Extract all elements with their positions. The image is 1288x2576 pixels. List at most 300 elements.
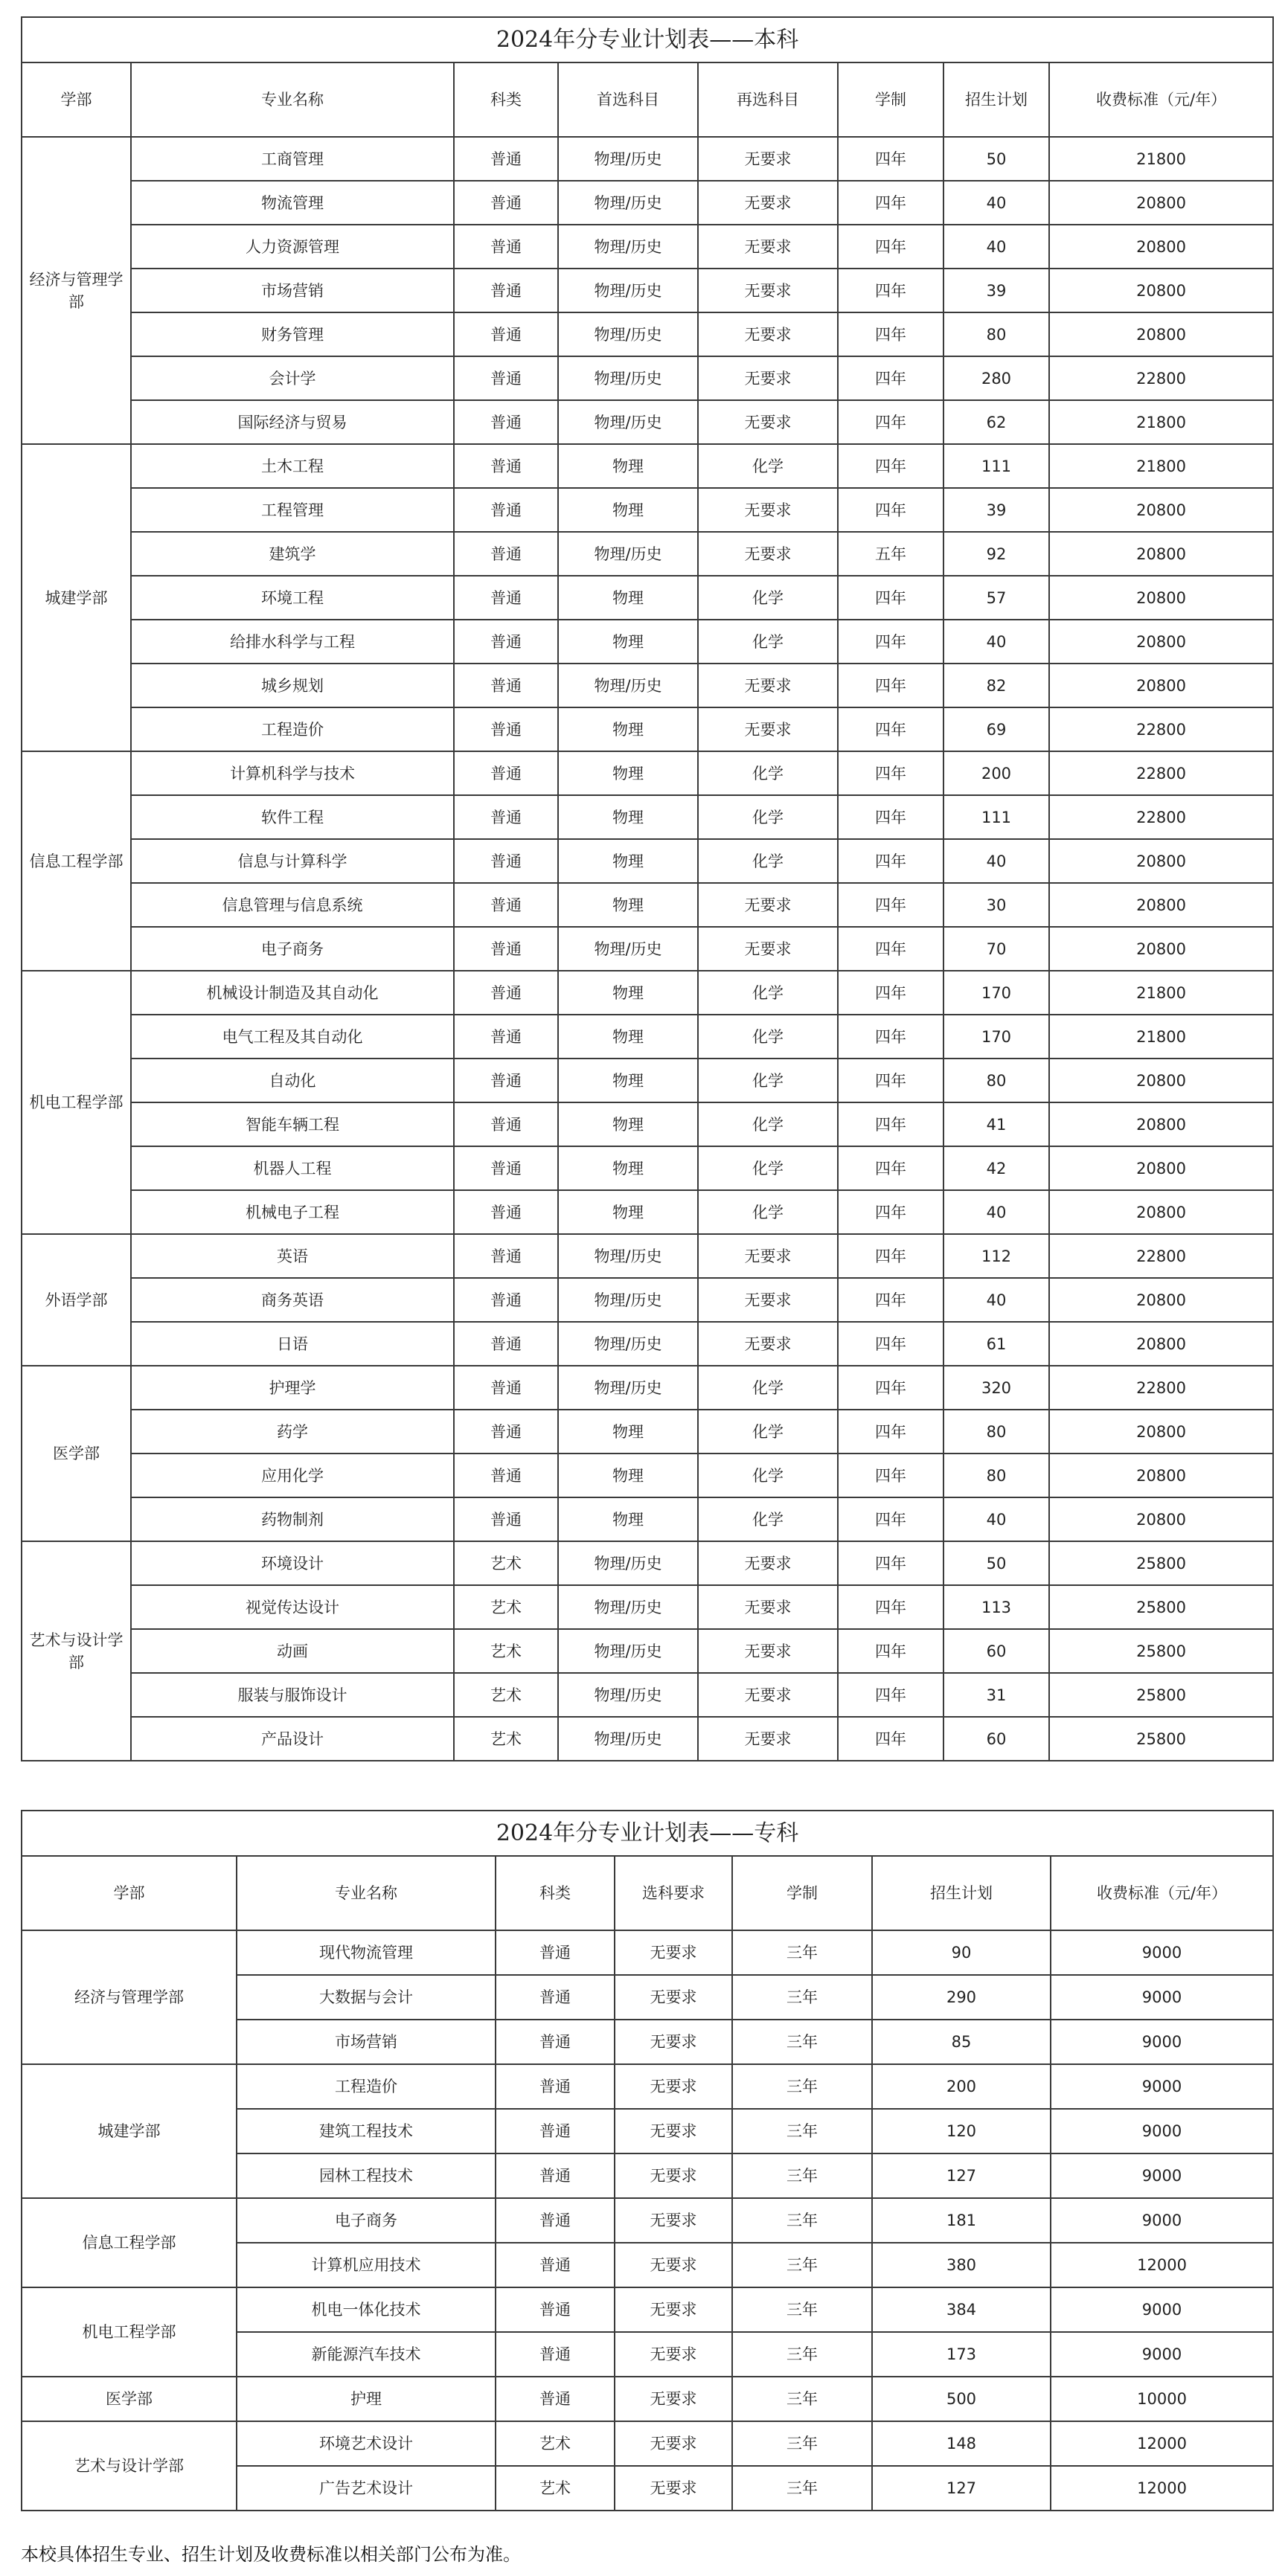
table-cell: 物理 (558, 1454, 698, 1497)
table-cell: 四年 (838, 1541, 943, 1585)
table-cell: 药物制剂 (131, 1497, 454, 1541)
dept-cell: 医学部 (22, 1366, 131, 1541)
table-cell: 181 (872, 2198, 1051, 2243)
table-cell: 物理 (558, 1015, 698, 1059)
table-cell: 20800 (1049, 1410, 1273, 1454)
table-cell: 四年 (838, 312, 943, 356)
table-cell: 物理 (558, 1410, 698, 1454)
table-cell: 物理/历史 (558, 1278, 698, 1322)
table-cell: 三年 (732, 2377, 872, 2421)
column-header: 科类 (496, 1856, 615, 1930)
dept-cell: 信息工程学部 (22, 751, 131, 971)
table-cell: 9000 (1051, 2109, 1273, 2153)
table-cell: 普通 (454, 444, 558, 488)
table-cell: 四年 (838, 664, 943, 707)
table-cell: 25800 (1049, 1629, 1273, 1673)
table-cell: 物理/历史 (558, 1541, 698, 1585)
table-cell: 四年 (838, 1717, 943, 1761)
table-cell: 70 (943, 927, 1049, 971)
table-cell: 建筑学 (131, 532, 454, 576)
table-cell: 园林工程技术 (237, 2153, 496, 2198)
table-cell: 四年 (838, 1366, 943, 1410)
table-cell: 护理学 (131, 1366, 454, 1410)
table-cell: 四年 (838, 1234, 943, 1278)
table-cell: 三年 (732, 2243, 872, 2287)
table-cell: 无要求 (698, 1322, 838, 1366)
dept-cell: 信息工程学部 (22, 2198, 237, 2287)
table-cell: 给排水科学与工程 (131, 620, 454, 664)
table-cell: 物流管理 (131, 181, 454, 225)
table-cell: 城乡规划 (131, 664, 454, 707)
table-cell: 无要求 (615, 2198, 732, 2243)
table-cell: 无要求 (698, 1673, 838, 1717)
table-cell: 113 (943, 1585, 1049, 1629)
zk-title-row (22, 1811, 1273, 1856)
table-cell: 四年 (838, 269, 943, 312)
table-cell: 化学 (698, 795, 838, 839)
table-cell: 12000 (1051, 2243, 1273, 2287)
table-cell: 市场营销 (237, 2020, 496, 2064)
table-cell: 12000 (1051, 2466, 1273, 2511)
table-cell: 物理 (558, 1190, 698, 1234)
table-cell: 物理/历史 (558, 1322, 698, 1366)
table-cell: 21800 (1049, 444, 1273, 488)
table-row (22, 356, 1273, 400)
dept-cell: 机电工程学部 (22, 2287, 237, 2377)
dept-cell: 城建学部 (22, 444, 131, 751)
table-cell: 物理/历史 (558, 1629, 698, 1673)
table-cell: 40 (943, 1497, 1049, 1541)
table-row (22, 1322, 1273, 1366)
table-cell: 普通 (496, 2064, 615, 2109)
table-cell: 无要求 (615, 2466, 732, 2511)
table-cell: 无要求 (698, 181, 838, 225)
table-cell: 物理/历史 (558, 532, 698, 576)
table-cell: 软件工程 (131, 795, 454, 839)
table-row (22, 1102, 1273, 1146)
table-cell: 无要求 (698, 883, 838, 927)
dept-cell: 艺术与设计学部 (22, 1541, 131, 1761)
table-cell: 工程造价 (131, 707, 454, 751)
table-row (22, 839, 1273, 883)
table-cell: 普通 (454, 971, 558, 1015)
table-cell: 信息与计算科学 (131, 839, 454, 883)
table-cell: 服装与服饰设计 (131, 1673, 454, 1717)
table-cell: 普通 (454, 1234, 558, 1278)
table-cell: 61 (943, 1322, 1049, 1366)
table-cell: 四年 (838, 1190, 943, 1234)
table-cell: 无要求 (615, 2243, 732, 2287)
table-cell: 机器人工程 (131, 1146, 454, 1190)
column-header: 专业名称 (237, 1856, 496, 1930)
table-cell: 普通 (496, 2377, 615, 2421)
table-cell: 国际经济与贸易 (131, 400, 454, 444)
table-cell: 新能源汽车技术 (237, 2332, 496, 2377)
table-cell: 无要求 (698, 312, 838, 356)
table-row (22, 1410, 1273, 1454)
table-row (22, 181, 1273, 225)
table-cell: 普通 (454, 751, 558, 795)
table-cell: 30 (943, 883, 1049, 927)
table-cell: 市场营销 (131, 269, 454, 312)
table-cell: 60 (943, 1717, 1049, 1761)
table-row (22, 1629, 1273, 1673)
table-cell: 自动化 (131, 1059, 454, 1102)
table-cell: 112 (943, 1234, 1049, 1278)
vocational-plan-table (21, 1810, 1274, 2511)
table-row (22, 971, 1273, 1015)
table-row (22, 1278, 1273, 1322)
table-cell: 普通 (454, 400, 558, 444)
table-cell: 普通 (496, 2332, 615, 2377)
table-cell: 9000 (1051, 1930, 1273, 1975)
table-cell: 20800 (1049, 1497, 1273, 1541)
column-header: 学制 (838, 62, 943, 137)
dept-cell: 城建学部 (22, 2064, 237, 2198)
table-cell: 21800 (1049, 1015, 1273, 1059)
table-cell: 三年 (732, 1975, 872, 2020)
table-cell: 20800 (1049, 620, 1273, 664)
table-cell: 22800 (1049, 1366, 1273, 1410)
table-cell: 无要求 (698, 137, 838, 181)
table-row (22, 2421, 1273, 2466)
table-cell: 无要求 (698, 488, 838, 532)
table-cell: 50 (943, 137, 1049, 181)
column-header: 招生计划 (943, 62, 1049, 137)
table-cell: 无要求 (615, 2287, 732, 2332)
column-header: 再选科目 (698, 62, 838, 137)
table-cell: 物理/历史 (558, 400, 698, 444)
bk-title-row (22, 17, 1273, 62)
table-cell: 工程管理 (131, 488, 454, 532)
table-cell: 普通 (454, 576, 558, 620)
table-cell: 四年 (838, 576, 943, 620)
dept-cell: 经济与管理学部 (22, 1930, 237, 2064)
table-cell: 三年 (732, 2198, 872, 2243)
table-cell: 20800 (1049, 839, 1273, 883)
table-row (22, 751, 1273, 795)
table-cell: 无要求 (698, 269, 838, 312)
table-cell: 200 (872, 2064, 1051, 2109)
table-cell: 22800 (1049, 795, 1273, 839)
table-cell: 21800 (1049, 137, 1273, 181)
table-cell: 物理/历史 (558, 1234, 698, 1278)
table-row (22, 1673, 1273, 1717)
dept-cell: 医学部 (22, 2377, 237, 2421)
table-cell: 20800 (1049, 1102, 1273, 1146)
table-row (22, 1015, 1273, 1059)
table-cell: 9000 (1051, 1975, 1273, 2020)
table-cell: 四年 (838, 400, 943, 444)
table-cell: 四年 (838, 444, 943, 488)
table-cell: 39 (943, 488, 1049, 532)
table-cell: 三年 (732, 2332, 872, 2377)
table-cell: 无要求 (698, 400, 838, 444)
table-cell: 40 (943, 839, 1049, 883)
table-cell: 智能车辆工程 (131, 1102, 454, 1146)
table-cell: 22800 (1049, 751, 1273, 795)
table-cell: 无要求 (698, 1541, 838, 1585)
table-cell: 应用化学 (131, 1454, 454, 1497)
table-cell: 财务管理 (131, 312, 454, 356)
table-cell: 四年 (838, 839, 943, 883)
dept-cell: 机电工程学部 (22, 971, 131, 1234)
table-cell: 普通 (454, 225, 558, 269)
table-row (22, 576, 1273, 620)
table-cell: 四年 (838, 1454, 943, 1497)
table-row (22, 1541, 1273, 1585)
table-cell: 物理 (558, 795, 698, 839)
table-cell: 四年 (838, 488, 943, 532)
table-cell: 护理 (237, 2377, 496, 2421)
table-cell: 无要求 (615, 2377, 732, 2421)
table-row (22, 927, 1273, 971)
table-cell: 物理/历史 (558, 181, 698, 225)
table-cell: 化学 (698, 1454, 838, 1497)
table-cell: 10000 (1051, 2377, 1273, 2421)
table-cell: 环境设计 (131, 1541, 454, 1585)
bk-table-title: 2024年分专业计划表——本科 (22, 17, 1273, 62)
footnote: 本校具体招生专业、招生计划及收费标准以相关部门公布为准。 (21, 2544, 521, 2565)
table-cell: 无要求 (615, 2421, 732, 2466)
table-cell: 三年 (732, 2064, 872, 2109)
table-cell: 物理 (558, 576, 698, 620)
table-cell: 320 (943, 1366, 1049, 1410)
table-cell: 四年 (838, 1322, 943, 1366)
table-cell: 120 (872, 2109, 1051, 2153)
column-header: 学部 (22, 1856, 237, 1930)
table-row (22, 707, 1273, 751)
table-cell: 动画 (131, 1629, 454, 1673)
table-cell: 化学 (698, 971, 838, 1015)
table-cell: 20800 (1049, 1454, 1273, 1497)
table-cell: 三年 (732, 2153, 872, 2198)
table-cell: 计算机应用技术 (237, 2243, 496, 2287)
column-header: 收费标准（元/年） (1049, 62, 1273, 137)
table-cell: 机械电子工程 (131, 1190, 454, 1234)
table-cell: 无要求 (698, 1629, 838, 1673)
table-cell: 9000 (1051, 2198, 1273, 2243)
table-cell: 127 (872, 2153, 1051, 2198)
table-cell: 化学 (698, 751, 838, 795)
table-cell: 普通 (454, 883, 558, 927)
table-cell: 普通 (454, 927, 558, 971)
table-cell: 普通 (496, 1930, 615, 1975)
table-cell: 40 (943, 181, 1049, 225)
table-cell: 92 (943, 532, 1049, 576)
table-cell: 普通 (454, 1410, 558, 1454)
table-cell: 40 (943, 1190, 1049, 1234)
table-cell: 31 (943, 1673, 1049, 1717)
table-cell: 四年 (838, 1585, 943, 1629)
table-cell: 艺术 (496, 2421, 615, 2466)
table-row (22, 1454, 1273, 1497)
table-cell: 170 (943, 1015, 1049, 1059)
table-cell: 物理/历史 (558, 137, 698, 181)
table-cell: 电子商务 (131, 927, 454, 971)
table-cell: 化学 (698, 444, 838, 488)
table-cell: 普通 (454, 1146, 558, 1190)
table-cell: 物理/历史 (558, 664, 698, 707)
table-cell: 69 (943, 707, 1049, 751)
table-cell: 无要求 (615, 2332, 732, 2377)
table-cell: 四年 (838, 1015, 943, 1059)
table-row (22, 1190, 1273, 1234)
table-cell: 9000 (1051, 2020, 1273, 2064)
table-cell: 物理/历史 (558, 1366, 698, 1410)
table-cell: 170 (943, 971, 1049, 1015)
table-cell: 普通 (454, 312, 558, 356)
table-cell: 普通 (496, 2153, 615, 2198)
table-cell: 信息管理与信息系统 (131, 883, 454, 927)
table-cell: 12000 (1051, 2421, 1273, 2466)
table-cell: 无要求 (698, 356, 838, 400)
table-cell: 普通 (496, 2109, 615, 2153)
table-cell: 20800 (1049, 1146, 1273, 1190)
table-row (22, 2198, 1273, 2243)
table-cell: 物理/历史 (558, 1673, 698, 1717)
table-cell: 物理/历史 (558, 1717, 698, 1761)
table-row (22, 488, 1273, 532)
table-cell: 80 (943, 1410, 1049, 1454)
table-cell: 物理 (558, 1497, 698, 1541)
table-cell: 200 (943, 751, 1049, 795)
table-cell: 普通 (454, 1366, 558, 1410)
table-cell: 艺术 (496, 2466, 615, 2511)
table-cell: 普通 (454, 707, 558, 751)
table-cell: 普通 (454, 1322, 558, 1366)
table-cell: 艺术 (454, 1629, 558, 1673)
table-cell: 普通 (496, 2020, 615, 2064)
table-cell: 四年 (838, 620, 943, 664)
table-cell: 普通 (454, 839, 558, 883)
table-cell: 物理 (558, 707, 698, 751)
table-cell: 普通 (454, 181, 558, 225)
table-cell: 无要求 (698, 707, 838, 751)
table-cell: 20800 (1049, 1278, 1273, 1322)
table-cell: 20800 (1049, 312, 1273, 356)
table-cell: 无要求 (615, 1930, 732, 1975)
table-row (22, 269, 1273, 312)
table-row (22, 795, 1273, 839)
table-cell: 20800 (1049, 269, 1273, 312)
table-cell: 英语 (131, 1234, 454, 1278)
table-cell: 四年 (838, 1059, 943, 1102)
table-cell: 物理 (558, 1146, 698, 1190)
table-cell: 化学 (698, 1410, 838, 1454)
table-cell: 22800 (1049, 356, 1273, 400)
table-cell: 物理 (558, 1102, 698, 1146)
table-cell: 电子商务 (237, 2198, 496, 2243)
table-cell: 化学 (698, 839, 838, 883)
table-cell: 无要求 (698, 1585, 838, 1629)
table-cell: 普通 (454, 269, 558, 312)
table-cell: 化学 (698, 1497, 838, 1541)
table-cell: 20800 (1049, 181, 1273, 225)
table-cell: 物理 (558, 883, 698, 927)
table-cell: 普通 (454, 1278, 558, 1322)
table-cell: 物理 (558, 620, 698, 664)
table-cell: 普通 (454, 1190, 558, 1234)
table-cell: 四年 (838, 225, 943, 269)
table-cell: 普通 (496, 2243, 615, 2287)
column-header: 学部 (22, 62, 131, 137)
table-row (22, 2377, 1273, 2421)
table-cell: 商务英语 (131, 1278, 454, 1322)
table-cell: 9000 (1051, 2064, 1273, 2109)
table-cell: 无要求 (698, 225, 838, 269)
table-cell: 普通 (454, 1102, 558, 1146)
table-cell: 视觉传达设计 (131, 1585, 454, 1629)
table-cell: 无要求 (698, 1278, 838, 1322)
table-cell: 25800 (1049, 1717, 1273, 1761)
table-cell: 20800 (1049, 927, 1273, 971)
bk-header-row (22, 62, 1273, 137)
table-cell: 20800 (1049, 1190, 1273, 1234)
dept-cell: 外语学部 (22, 1234, 131, 1366)
table-cell: 物理/历史 (558, 927, 698, 971)
table-cell: 39 (943, 269, 1049, 312)
table-row (22, 2287, 1273, 2332)
table-cell: 机电一体化技术 (237, 2287, 496, 2332)
table-cell: 药学 (131, 1410, 454, 1454)
table-row (22, 1717, 1273, 1761)
table-cell: 无要求 (698, 664, 838, 707)
table-cell: 无要求 (698, 1234, 838, 1278)
table-row (22, 1366, 1273, 1410)
table-cell: 化学 (698, 1366, 838, 1410)
table-cell: 艺术 (454, 1541, 558, 1585)
table-cell: 化学 (698, 1015, 838, 1059)
table-cell: 9000 (1051, 2287, 1273, 2332)
table-cell: 四年 (838, 883, 943, 927)
table-cell: 500 (872, 2377, 1051, 2421)
table-cell: 无要求 (698, 927, 838, 971)
table-cell: 物理/历史 (558, 225, 698, 269)
table-cell: 物理 (558, 971, 698, 1015)
table-cell: 化学 (698, 620, 838, 664)
table-cell: 四年 (838, 1629, 943, 1673)
table-cell: 电气工程及其自动化 (131, 1015, 454, 1059)
column-header: 科类 (454, 62, 558, 137)
table-cell: 物理/历史 (558, 1585, 698, 1629)
table-cell: 40 (943, 225, 1049, 269)
table-row (22, 532, 1273, 576)
table-cell: 20800 (1049, 883, 1273, 927)
table-cell: 普通 (496, 1975, 615, 2020)
table-cell: 25800 (1049, 1541, 1273, 1585)
table-cell: 物理/历史 (558, 269, 698, 312)
table-cell: 无要求 (698, 532, 838, 576)
column-header: 首选科目 (558, 62, 698, 137)
table-row (22, 444, 1273, 488)
table-cell: 42 (943, 1146, 1049, 1190)
table-cell: 57 (943, 576, 1049, 620)
table-row (22, 225, 1273, 269)
table-cell: 普通 (454, 356, 558, 400)
table-cell: 90 (872, 1930, 1051, 1975)
table-cell: 普通 (454, 488, 558, 532)
table-cell: 20800 (1049, 576, 1273, 620)
table-cell: 173 (872, 2332, 1051, 2377)
table-cell: 62 (943, 400, 1049, 444)
table-cell: 四年 (838, 1102, 943, 1146)
table-row (22, 400, 1273, 444)
table-cell: 物理/历史 (558, 356, 698, 400)
table-cell: 无要求 (615, 2064, 732, 2109)
table-cell: 无要求 (615, 2109, 732, 2153)
table-cell: 80 (943, 312, 1049, 356)
